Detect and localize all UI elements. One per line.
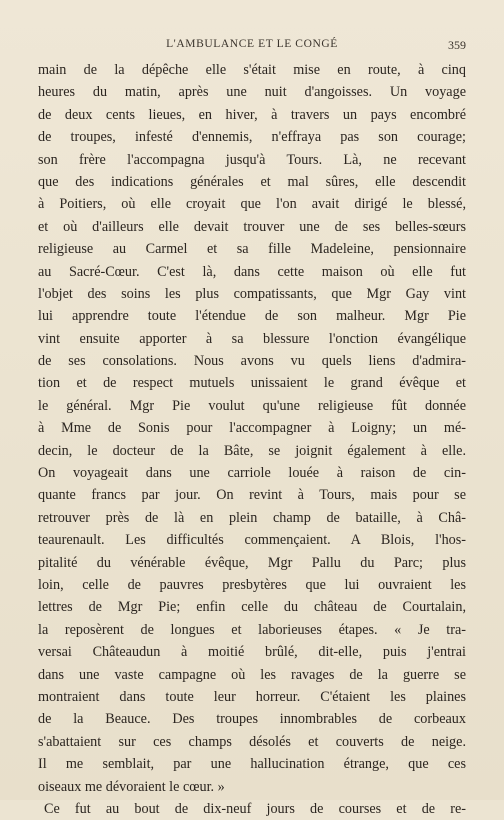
text-line: main de la dépêche elle s'était mise en route, à cinq bbox=[38, 62, 466, 78]
text-line: que des indications générales et mal sûres, elle descendit bbox=[38, 173, 466, 190]
text-line: à Poitiers, où elle croyait que l'on avait dirigé le blessé, bbox=[38, 196, 466, 213]
text-line: decin, le docteur de la Bâte, se joignit également à elle. bbox=[38, 442, 466, 459]
text-line: quante francs par jour. On revint à Tours, mais pour se bbox=[38, 487, 466, 504]
text-line: dans une vaste campagne où les ravages de la guerre se bbox=[38, 666, 466, 683]
page-number: 359 bbox=[448, 38, 466, 52]
text-line: de troupes, infesté d'ennemis, n'effraya pas son courage; bbox=[38, 129, 466, 146]
text-line: lettres de Mgr Pie; enfin celle du château de Courtalain, bbox=[38, 599, 466, 616]
text-line: montraient dans toute leur horreur. C'étaient les plaines bbox=[38, 688, 466, 705]
text-line: loin, celle de pauvres presbytères que lui ouvraient les bbox=[38, 576, 466, 593]
text-line: à Mme de Sonis pour l'accompagner à Loigny; un mé- bbox=[38, 420, 466, 437]
text-line: pitalité du vénérable évêque, Mgr Pallu du Parc; plus bbox=[38, 554, 466, 571]
text-line: tion et de respect mutuels unissaient le grand évêque et bbox=[38, 375, 466, 392]
text-line: Il me semblait, par une hallucination étrange, que ces bbox=[38, 756, 466, 773]
text-line: retrouver près de là en plein champ de bataille, à Châ- bbox=[38, 509, 466, 526]
text-line: heures du matin, après une nuit d'angoisses. Un voyage bbox=[38, 84, 466, 101]
text-line: religieuse au Carmel et sa fille Madeleine, pensionnaire bbox=[38, 241, 466, 258]
text-line: lui apprendre toute l'étendue de son malheur. Mgr Pie bbox=[38, 308, 466, 325]
text-line: son frère l'accompagna jusqu'à Tours. Là, ne recevant bbox=[38, 151, 466, 168]
text-line: l'objet des soins les plus compatissants, que Mgr Gay vint bbox=[38, 285, 466, 302]
text-line: oiseaux me dévoraient le cœur. » bbox=[38, 778, 225, 795]
text-line: de ses consolations. Nous avons vu quels liens d'admira- bbox=[38, 353, 466, 370]
text-line: le général. Mgr Pie voulut qu'une religieuse fût donnée bbox=[38, 397, 466, 414]
text-line: vint ensuite apporter à sa blessure l'onction évangélique bbox=[38, 330, 466, 347]
text-line: de la Beauce. Des troupes innombrables de corbeaux bbox=[38, 711, 466, 728]
text-line: au Sacré-Cœur. C'est là, dans cette maison où elle fut bbox=[38, 263, 466, 280]
text-line: la reposèrent de longues et laborieuses étapes. « Je tra- bbox=[38, 621, 466, 638]
body-text bbox=[38, 59, 466, 820]
text-line: s'abattaient sur ces champs désolés et couverts de neige. bbox=[38, 733, 466, 750]
text-line: On voyageait dans une carriole louée à raison de cin- bbox=[38, 465, 466, 482]
text-line: Ce fut au bout de dix-neuf jours de courses et de re- bbox=[44, 800, 466, 817]
running-title: L'AMBULANCE ET LE CONGÉ bbox=[166, 38, 338, 50]
text-line: et où d'ailleurs elle devait trouver une de ses belles-sœurs bbox=[38, 218, 466, 235]
text-line: teaurenault. Les difficultés commençaient. A Blois, l'hos- bbox=[38, 532, 466, 549]
text-line: de deux cents lieues, en hiver, à travers un pays encombré bbox=[38, 106, 466, 123]
text-line: versai Châteaudun à moitié brûlé, dit-elle, puis j'entrai bbox=[38, 644, 466, 661]
page-header bbox=[38, 38, 466, 56]
